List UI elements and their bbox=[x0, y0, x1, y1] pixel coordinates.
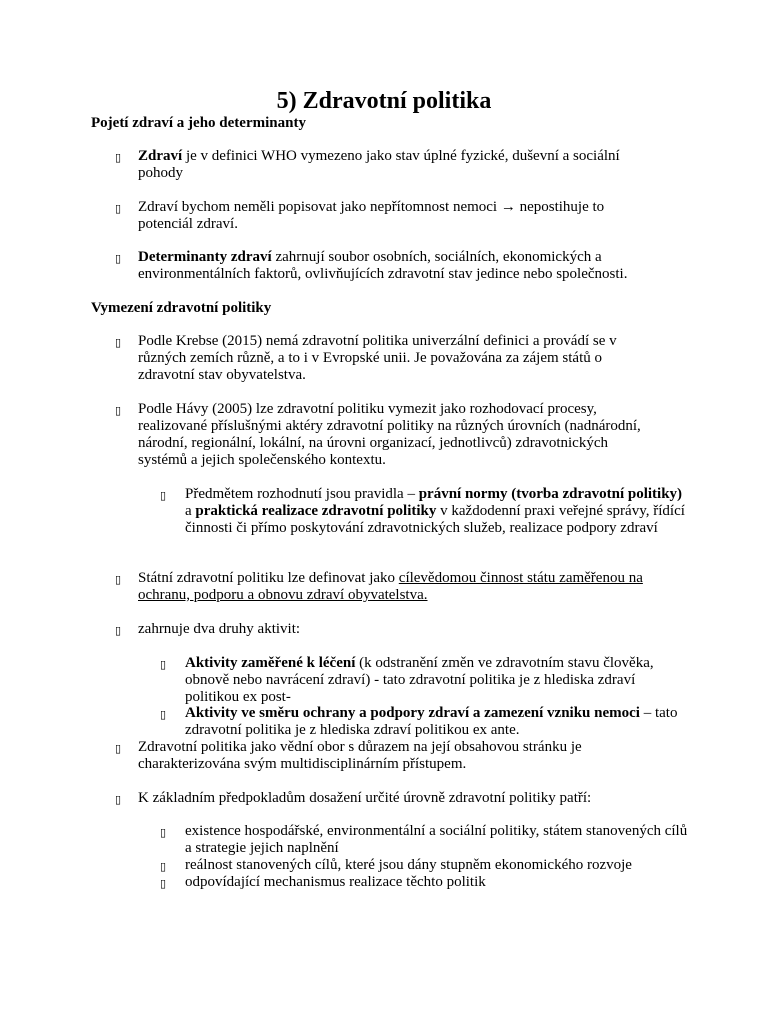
bullet-icon: ▯ bbox=[115, 404, 122, 417]
sub-list-item: ▯ Předmětem rozhodnutí jsou pravidla – právní normy (tvorba zdravotní politiky) a praktická realizace zdravotní politiky v každodenní praxi veřejné správy, řídící činnosti či přímo poskytování zdravotnických služeb, realizace podpory zdraví bbox=[160, 486, 685, 536]
section-heading-health-concept: Pojetí zdraví a jeho determinanty bbox=[91, 115, 306, 131]
bullet-icon: ▯ bbox=[160, 658, 167, 671]
bullet-icon: ▯ bbox=[115, 742, 122, 755]
bullet-icon: ▯ bbox=[115, 336, 122, 349]
bullet-icon: ▯ bbox=[160, 708, 167, 721]
bullet-icon: ▯ bbox=[160, 489, 167, 502]
sub-list-item: ▯ reálnost stanovených cílů, které jsou dány stupněm ekonomického rozvoje bbox=[160, 857, 632, 873]
bullet-icon: ▯ bbox=[115, 793, 122, 806]
bullet-icon: ▯ bbox=[115, 624, 122, 637]
list-item: ▯ Determinanty zdraví zahrnují soubor osobních, sociálních, ekonomických a environmentálních faktorů, ovlivňujících zdravotní stav jedince nebo společnosti. bbox=[115, 249, 628, 282]
list-item: ▯ Podle Krebse (2015) nemá zdravotní politika univerzální definici a provádí se v různých zemích různě, a to i v Evropské unii. Je považována za zájem států o zdravotní stav obyvatelstva. bbox=[115, 333, 617, 383]
bullet-icon: ▯ bbox=[160, 877, 167, 890]
list-item: ▯ Zdraví je v definici WHO vymezeno jako stav úplné fyzické, duševní a sociální pohody bbox=[115, 148, 620, 181]
bullet-icon: ▯ bbox=[160, 826, 167, 839]
list-item: ▯ Zdravotní politika jako vědní obor s důrazem na její obsahovou stránku je charakterizována svým multidisciplinárním přístupem. bbox=[115, 739, 582, 772]
bullet-icon: ▯ bbox=[160, 860, 167, 873]
sub-list-item: ▯ Aktivity ve směru ochrany a podpory zdraví a zamezení vzniku nemoci – tato zdravotní politika je z hlediska zdraví politikou ex ante. bbox=[160, 705, 678, 738]
arrow-right-icon: → bbox=[500, 199, 516, 215]
list-item: ▯ Zdraví bychom neměli popisovat jako nepřítomnost nemoci → nepostihuje to potenciál zdraví. bbox=[115, 199, 605, 232]
section-heading-policy-definition: Vymezení zdravotní politiky bbox=[91, 300, 272, 316]
bullet-icon: ▯ bbox=[115, 151, 122, 164]
bullet-icon: ▯ bbox=[115, 573, 122, 586]
sub-list-item: ▯ Aktivity zaměřené k léčení (k odstranění změn ve zdravotním stavu člověka, obnově nebo navrácení zdraví) - tato zdravotní politika je z hlediska zdraví politikou ex post- bbox=[160, 655, 654, 705]
list-item: ▯ zahrnuje dva druhy aktivit: bbox=[115, 621, 301, 637]
bullet-icon: ▯ bbox=[115, 252, 122, 265]
list-item: ▯ Státní zdravotní politiku lze definovat jako cílevědomou činnost státu zaměřenou na ochranu, podporu a obnovu zdraví obyvatelstva. bbox=[115, 570, 643, 603]
sub-list-item: ▯ existence hospodářské, environmentální a sociální politiky, státem stanovených cílů a strategie jejich naplnění bbox=[160, 823, 688, 856]
list-item: ▯ Podle Hávy (2005) lze zdravotní politiku vymezit jako rozhodovací procesy, realizované příslušnými aktéry zdravotní politiky na různých úrovních (nadnárodní, národní, regionální, lokální, na úrovni organizací, jednotlivců) zdravotnických systémů a jejich společenského kontextu. bbox=[115, 401, 641, 468]
page-title: 5) Zdravotní politika bbox=[276, 88, 492, 114]
sub-list-item: ▯ odpovídající mechanismus realizace těchto politik bbox=[160, 874, 486, 890]
list-item: ▯ K základním předpokladům dosažení určité úrovně zdravotní politiky patří: bbox=[115, 790, 592, 806]
bullet-icon: ▯ bbox=[115, 202, 122, 215]
